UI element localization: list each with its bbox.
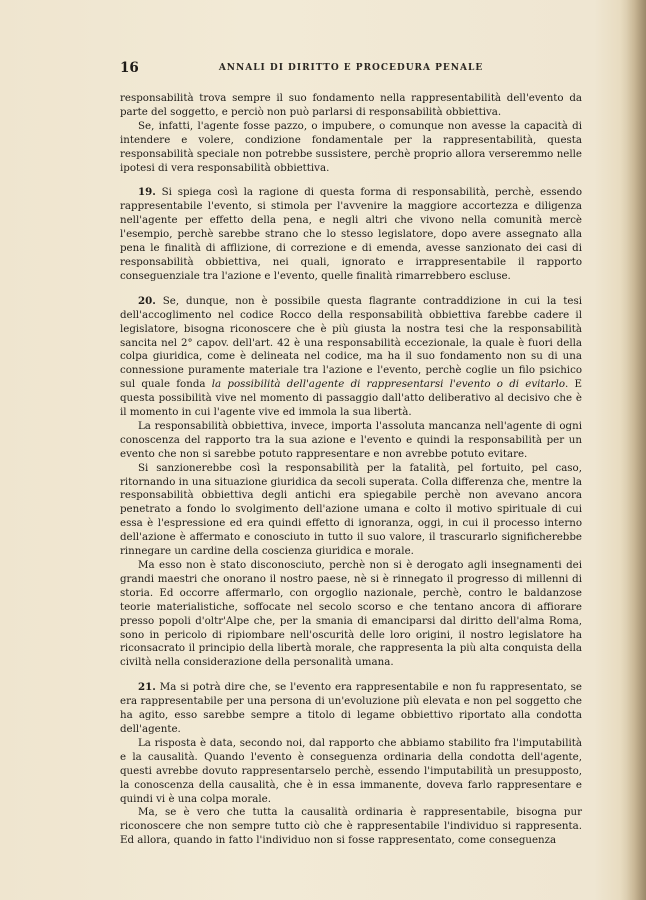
page-number: 16	[120, 60, 139, 76]
book-spine-shadow	[620, 0, 646, 900]
page-header	[120, 60, 582, 78]
paragraph-text: Si spiega così la ragione di questa forma di responsabilità, perchè, essendo rappresentabile l'evento, si stimola per l'avvenire la maggiore accortezza e diligenza nell'agente per effetto della pena, e negli altri che vivono nella comunità mercè l'esempio, perchè sarebbe strano che lo stesso legislatore, dopo avere assegnato alla pena le finalità di afflizione, di correzione e di emenda, avesse sanzionato dei casi di responsabilità obbiettiva, nei quali, ignorato e irrappresentabile il rapporto conseguenziale tra l'azione e l'evento, quelle finalità rimarrebbero escluse.	[120, 186, 582, 282]
paragraph-text: Ma esso non è stato disconosciuto, perchè non si è derogato agli insegnamenti dei grandi maestri che onorano il nostro paese, nè si è rinnegato il progresso di millenni di storia. Ed occorre affermarlo, con orgoglio nazionale, perchè, contro le baldanzose teorie materialistiche, soffocate nel secolo scorso e che tentano ancora di affiorare presso popoli d'oltr'Alpe che, per la smania di emanciparsi dal diritto dell'alma Roma, sono in pericolo di ripiombare nell'oscurità delle loro origini, il nostro legislatore ha riconsacrato il principio della libertà morale, che rappresenta la più alta conquista della civiltà nella considerazione della personalità umana.	[120, 559, 582, 669]
italic-phrase: la possibilità dell'agente di rappresentarsi l'evento o di evitarlo	[211, 378, 565, 391]
paragraph-text: Se, infatti, l'agente fosse pazzo, o impubere, o comunque non avesse la capacità di intendere e volere, condizione fondamentale per la rappresentabilità, questa responsabilità speciale non potrebbe sussistere, perchè proprio allora verseremmo nelle ipotesi di vera responsabilità obbiettiva.	[120, 119, 582, 174]
paragraph-text: Se, dunque, non è possibile questa flagrante contraddizione in cui la tesi dell'accoglimento nel codice Rocco della responsabilità obbiettiva farebbe cadere il legislatore, bisogna riconoscere che è più giusta la nostra tesi che la responsabilità sancita nel 2° capov. dell'art. 42 è una responsabilità eccezionale, la quale è fuori della colpa giuridica, come è delineata nel codice, ma ha il suo fondamento non su di una connessione puramente materiale tra l'azione e l'evento, perchè coglie un filo psichico sul quale fonda	[120, 294, 582, 391]
section-20	[120, 295, 582, 420]
paragraph	[120, 559, 582, 670]
section-number: 21.	[138, 681, 156, 694]
section-19	[120, 186, 582, 283]
paragraph	[120, 420, 582, 462]
running-title: ANNALI DI DIRITTO E PROCEDURA PENALE	[218, 63, 484, 73]
paragraph	[120, 462, 582, 559]
body-text	[120, 92, 582, 848]
paragraph-text: responsabilità trova sempre il suo fondamento nella rappresentabilità dell'evento da parte del soggetto, e perciò non può parlarsi di responsabilità obbiettiva.	[120, 92, 582, 118]
paragraph-text: La risposta è data, secondo noi, dal rapporto che abbiamo stabilito fra l'imputabilità e la causalità. Quando l'evento è conseguenza ordinaria della condotta dell'agente, questi avrebbe dovuto rappresentarselo perchè, essendo l'imputabilità un presupposto, la conoscenza della causalità, che è in essa immanente, doveva farlo rappresentare e quindi vi è una colpa morale.	[120, 736, 582, 805]
paragraph-text: La responsabilità obbiettiva, invece, importa l'assoluta mancanza nell'agente di ogni conoscenza del rapporto tra la sua azione e l'evento e quindi la responsabilità per un evento che non si sarebbe potuto rappresentare e non avrebbe potuto evitare.	[120, 419, 582, 460]
section-number: 19.	[138, 186, 156, 199]
paragraph-text: . E questa possibilità vive nel momento di passaggio dall'atto deliberativo al decisivo che è il momento in cui l'agente vive ed immola la sua libertà.	[120, 378, 582, 419]
section-number: 20.	[138, 294, 156, 307]
paragraph-text: Ma si potrà dire che, se l'evento era rappresentabile e non fu rappresentato, se era rappresentabile per una persona di un'evoluzione più elevata e non pel soggetto che ha agito, esso sarebbe sempre a titolo di legame obbiettivo riportato alla condotta dell'agente.	[120, 681, 582, 735]
paragraph	[120, 92, 582, 120]
paragraph	[120, 120, 582, 176]
paragraph-text: Ma, se è vero che tutta la causalità ordinaria è rappresentabile, bisogna pur riconoscere che non sempre tutto ciò che è rappresentabile l'individuo si rappresenta. Ed allora, quando in fatto l'individuo non si fosse rappresentato, come conseguenza	[120, 806, 582, 847]
paragraph	[120, 737, 582, 807]
section-21	[120, 681, 582, 737]
paragraph-text: Si sanzionerebbe così la responsabilità per la fatalità, pel fortuito, pel caso, ritornando in una situazione giuridica da secoli superata. Colla differenza che, mentre la responsabilità obbiettiva degli antichi era spiegabile perchè non avevano ancora penetrato a fondo lo svolgimento dell'azione umana e colto il motivo spirituale di cui essa è l'espressione ed era quindi effetto di ignoranza, oggi, in cui il processo interno dell'azione è affermato e conosciuto in tutto il suo valore, il trascurarlo significherebbe rinnegare un cardine della coscienza giuridica e morale.	[120, 461, 582, 558]
paragraph	[120, 806, 582, 848]
